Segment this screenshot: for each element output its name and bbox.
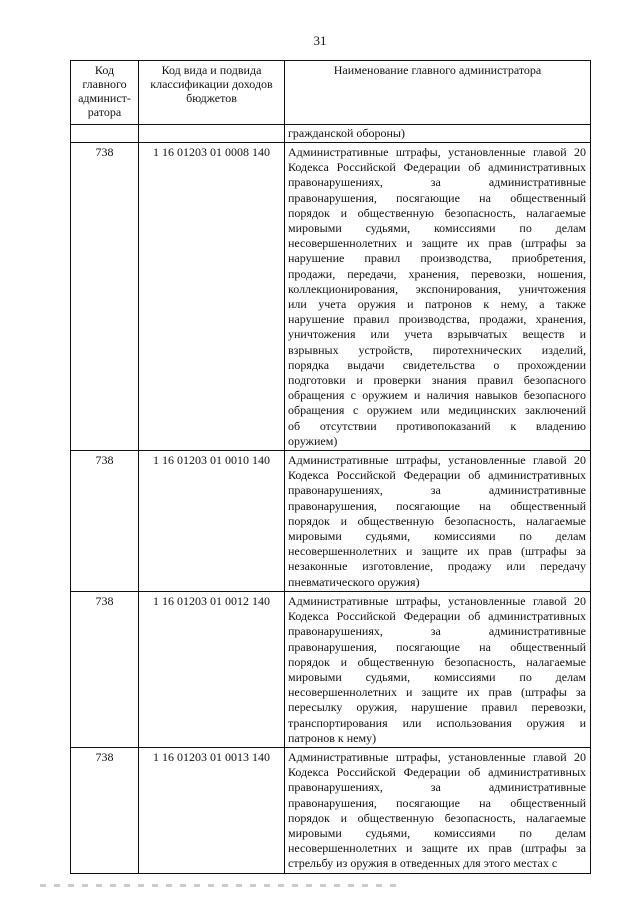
admin-name-line: мировыми судьями, комиссиями по делам [288, 669, 586, 684]
admin-name-line: порядок и общественную безопасность, налагаемые [288, 205, 586, 220]
admin-name-line: подготовки и проверки знания правил безопасного [288, 373, 586, 388]
continuation-empty-cell [71, 125, 139, 143]
admin-name-line: стрельбу из оружия в отведенных для этого местах с [288, 856, 558, 871]
admin-name-line: пересылку оружия, нарушение правил перевозки, [288, 700, 586, 715]
admin-name-line: Кодекса Российской Федерации об административных [288, 765, 586, 780]
admin-name-line: мировыми судьями, комиссиями по делам [288, 529, 586, 544]
admin-name-line: правонарушения, посягающие на общественный [288, 498, 586, 513]
admin-name-line: обращения с оружием или медицинских заключений [288, 403, 586, 418]
admin-name-cell [285, 143, 591, 451]
admin-name-line: или учета оружия и патронов к нему, а также [288, 297, 586, 312]
table-header-row [71, 61, 591, 125]
header-admin-code: Код главного админист-ратора [71, 61, 139, 125]
admin-name-line: пневматического оружия) [288, 574, 420, 589]
admin-name-line: несовершеннолетних и защите их прав (штрафы за [288, 544, 586, 559]
admin-name-line: правонарушениях, за административные [288, 175, 586, 190]
admin-name-line: патронов к нему) [288, 730, 377, 745]
admin-name-line: правонарушениях, за административные [288, 780, 586, 795]
admin-name-line: обращения с оружием и наличия навыков безопасного [288, 388, 586, 403]
admin-name-line: взрывных устройств, пиротехнических изделий, [288, 342, 586, 357]
continuation-row [71, 125, 591, 143]
admin-name-line: нарушение правил производства, продажи, хранения, [288, 312, 586, 327]
admin-name-line: порядок и общественную безопасность, налагаемые [288, 654, 586, 669]
admin-name-line: Кодекса Российской Федерации об административных [288, 609, 586, 624]
page-number: 31 [313, 33, 327, 48]
admin-name-line: правонарушения, посягающие на общественный [288, 639, 586, 654]
admin-name-line: порядок и общественную безопасность, налагаемые [288, 513, 586, 528]
admin-name-line: Кодекса Российской Федерации об административных [288, 160, 586, 175]
continuation-text: гражданской обороны) [285, 125, 591, 143]
revenue-code-cell: 1 16 01203 01 0013 140 [139, 747, 285, 873]
revenue-code-cell: 1 16 01203 01 0010 140 [139, 451, 285, 592]
admin-name-line: коллекционирования, экспонирования, уничтожения [288, 281, 586, 296]
header-admin-name: Наименование главного администратора [285, 61, 591, 125]
scan-artifact-line [40, 884, 400, 887]
header-revenue-code: Код вида и подвида классификации доходов бюджетов [139, 61, 285, 125]
table-row [71, 747, 591, 873]
admin-name-line: несовершеннолетних и защите их прав (штрафы за [288, 685, 586, 700]
continuation-empty-cell [139, 125, 285, 143]
admin-name-line: мировыми судьями, комиссиями по делам [288, 221, 586, 236]
admin-name-line: несовершеннолетних и защите их прав (штрафы за [288, 841, 586, 856]
admin-name-line: правонарушения, посягающие на общественный [288, 795, 586, 810]
admin-name-line: нарушение правил производства, приобретения, [288, 251, 586, 266]
admin-name-cell [285, 747, 591, 873]
admin-name-line: Кодекса Российской Федерации об административных [288, 468, 586, 483]
admin-code-cell: 738 [71, 591, 139, 747]
admin-name-line: незаконные изготовление, продажу или передачу [288, 559, 586, 574]
admin-name-line: Административные штрафы, установленные главой 20 [288, 749, 586, 764]
admin-code-cell: 738 [71, 747, 139, 873]
admin-code-cell: 738 [71, 143, 139, 451]
admin-name-line: оружием) [288, 433, 338, 448]
admin-name-line: порядок и общественную безопасность, налагаемые [288, 810, 586, 825]
admin-name-line: порядка выдачи свидетельства о прохождении [288, 357, 586, 372]
revenue-code-cell: 1 16 01203 01 0012 140 [139, 591, 285, 747]
admin-code-cell: 738 [71, 451, 139, 592]
admin-name-line: несовершеннолетних и защите их прав (штрафы за [288, 236, 586, 251]
table-row [71, 451, 591, 592]
admin-name-line: продажи, передачи, хранения, перевозки, ношения, [288, 266, 586, 281]
admin-name-line: уничтожения или учета взрывчатых веществ и [288, 327, 586, 342]
admin-name-cell [285, 591, 591, 747]
admin-name-line: Административные штрафы, установленные главой 20 [288, 145, 586, 159]
table-row [71, 591, 591, 747]
admin-name-line: транспортирования или использования оружия и [288, 715, 586, 730]
admin-name-line: Административные штрафы, установленные главой 20 [288, 453, 586, 468]
revenue-code-cell: 1 16 01203 01 0008 140 [139, 143, 285, 451]
admin-name-line: правонарушениях, за административные [288, 624, 586, 639]
table-row [71, 143, 591, 451]
admin-name-line: правонарушениях, за административные [288, 483, 586, 498]
admin-name-line: мировыми судьями, комиссиями по делам [288, 825, 586, 840]
admin-name-line: правонарушения, посягающие на общественный [288, 190, 586, 205]
revenue-classification-table [70, 60, 591, 874]
admin-name-line: об отсутствии противопоказаний к владению [288, 418, 586, 433]
admin-name-cell [285, 451, 591, 592]
admin-name-line: Административные штрафы, установленные главой 20 [288, 593, 586, 608]
